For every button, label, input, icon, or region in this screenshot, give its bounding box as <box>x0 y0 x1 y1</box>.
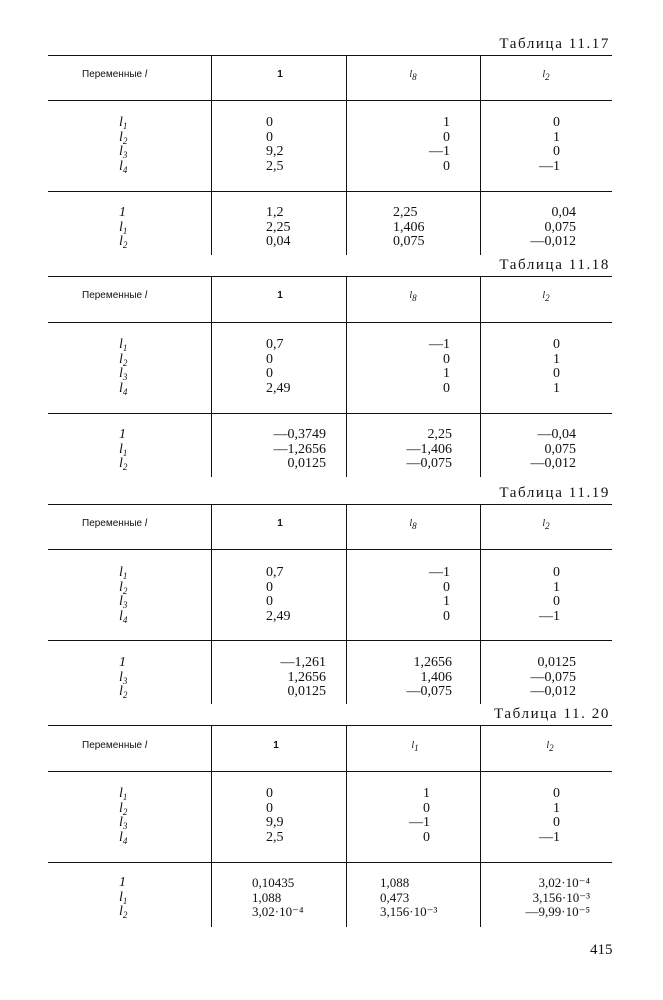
column-divider <box>211 640 212 704</box>
column-divider <box>346 413 347 477</box>
header-variables: Переменные l <box>82 69 148 80</box>
column-divider <box>211 504 212 549</box>
column-divider <box>211 862 212 927</box>
row-labels: 1 $l_1$ $l_2$ <box>119 427 128 472</box>
header-col-1: 1 <box>273 740 279 751</box>
table-rule <box>48 100 612 101</box>
header-col-2: $l_8$ <box>409 69 417 82</box>
column-divider <box>346 55 347 100</box>
column-divider <box>346 640 347 704</box>
header-col-3: $l_2$ <box>542 290 550 303</box>
header-col-3: $l_2$ <box>542 69 550 82</box>
column-2-values: —1 0 1 0 <box>429 337 450 396</box>
row-labels: 1 $l_3$ $l_2$ <box>119 655 128 700</box>
header-variables: Переменные l <box>82 290 148 301</box>
column-1-values: 0,10435 1,088 3,02·10⁻⁴ <box>252 875 304 919</box>
column-1-values: 1,2 2,25 0,04 <box>266 205 291 249</box>
column-divider <box>480 100 481 191</box>
column-divider <box>346 276 347 322</box>
header-variables: Переменные l <box>82 518 148 529</box>
header-variables: Переменные l <box>82 740 148 751</box>
table-title: Таблица 11.18 <box>499 257 610 273</box>
column-2-values: 1,2656 1,406 —0,075 <box>406 655 452 699</box>
column-divider <box>480 862 481 927</box>
column-divider <box>211 413 212 477</box>
column-divider <box>480 771 481 862</box>
column-divider <box>211 549 212 640</box>
table-rule <box>48 640 612 641</box>
column-1-values: —0,3749 —1,2656 0,0125 <box>273 427 326 471</box>
column-3-values: 0 1 0 —1 <box>539 115 560 174</box>
column-2-values: 2,25 —1,406 —0,075 <box>406 427 452 471</box>
column-divider <box>480 322 481 413</box>
table-rule <box>48 549 612 550</box>
column-3-values: 0 1 0 —1 <box>539 565 560 624</box>
table-rule <box>48 191 612 192</box>
table-rule <box>48 413 612 414</box>
row-labels: $l_1$ $l_2$ $l_3$ $l_4$ <box>119 565 128 625</box>
column-1-values: 0 0 9,9 2,5 <box>266 786 284 845</box>
column-1-values: —1,261 1,2656 0,0125 <box>280 655 326 699</box>
row-labels: $l_1$ $l_2$ $l_3$ $l_4$ <box>119 337 128 397</box>
column-3-values: 0 1 0 1 <box>553 337 560 396</box>
header-col-1: 1 <box>277 518 283 529</box>
column-divider <box>211 276 212 322</box>
column-1-values: 0,7 0 0 2,49 <box>266 337 291 396</box>
header-col-1: 1 <box>277 290 283 301</box>
page-number: 415 <box>590 942 613 958</box>
column-divider <box>346 549 347 640</box>
column-divider <box>480 191 481 255</box>
table-title: Таблица 11.17 <box>499 36 610 52</box>
column-divider <box>211 100 212 191</box>
row-labels: $l_1$ $l_2$ $l_3$ $l_4$ <box>119 115 128 175</box>
column-divider <box>346 191 347 255</box>
header-col-2: $l_8$ <box>409 518 417 531</box>
column-divider <box>480 276 481 322</box>
column-3-values: —0,04 0,075 —0,012 <box>530 427 576 471</box>
column-3-values: 0,0125 —0,075 —0,012 <box>530 655 576 699</box>
column-2-values: —1 0 1 0 <box>429 565 450 624</box>
column-divider <box>480 725 481 771</box>
column-divider <box>480 640 481 704</box>
column-divider <box>211 771 212 862</box>
column-divider <box>211 322 212 413</box>
column-1-values: 0 0 9,2 2,5 <box>266 115 284 174</box>
table-rule <box>48 55 612 56</box>
column-divider <box>211 725 212 771</box>
column-divider <box>480 504 481 549</box>
column-divider <box>480 413 481 477</box>
column-3-values: 0 1 0 —1 <box>539 786 560 845</box>
column-divider <box>211 191 212 255</box>
column-3-values: 0,04 0,075 —0,012 <box>530 205 576 249</box>
column-divider <box>480 549 481 640</box>
column-2-values: 2,25 1,406 0,075 <box>393 205 425 249</box>
table-title: Таблица 11. 20 <box>494 706 610 722</box>
column-divider <box>346 862 347 927</box>
table-rule <box>48 725 612 726</box>
column-divider <box>480 55 481 100</box>
table-rule <box>48 862 612 863</box>
table-rule <box>48 322 612 323</box>
row-labels: 1 $l_1$ $l_2$ <box>119 875 128 920</box>
header-col-1: 1 <box>277 69 283 80</box>
column-1-values: 0,7 0 0 2,49 <box>266 565 291 624</box>
column-2-values: 1 0 —1 0 <box>409 786 430 845</box>
table-rule <box>48 504 612 505</box>
column-2-values: 1,088 0,473 3,156·10⁻³ <box>380 875 438 919</box>
column-divider <box>346 322 347 413</box>
table-title: Таблица 11.19 <box>499 485 610 501</box>
column-divider <box>211 55 212 100</box>
header-col-2: $l_8$ <box>409 290 417 303</box>
column-2-values: 1 0 —1 0 <box>429 115 450 174</box>
column-3-values: 3,02·10⁻⁴ 3,156·10⁻³ —9,99·10⁻⁵ <box>525 875 590 919</box>
table-rule <box>48 771 612 772</box>
header-col-3: $l_2$ <box>546 740 554 753</box>
row-labels: 1 $l_1$ $l_2$ <box>119 205 128 250</box>
header-col-2: $l_1$ <box>411 740 419 753</box>
column-divider <box>346 504 347 549</box>
row-labels: $l_1$ $l_2$ $l_3$ $l_4$ <box>119 786 128 846</box>
column-divider <box>346 771 347 862</box>
column-divider <box>346 100 347 191</box>
column-divider <box>346 725 347 771</box>
table-rule <box>48 276 612 277</box>
header-col-3: $l_2$ <box>542 518 550 531</box>
